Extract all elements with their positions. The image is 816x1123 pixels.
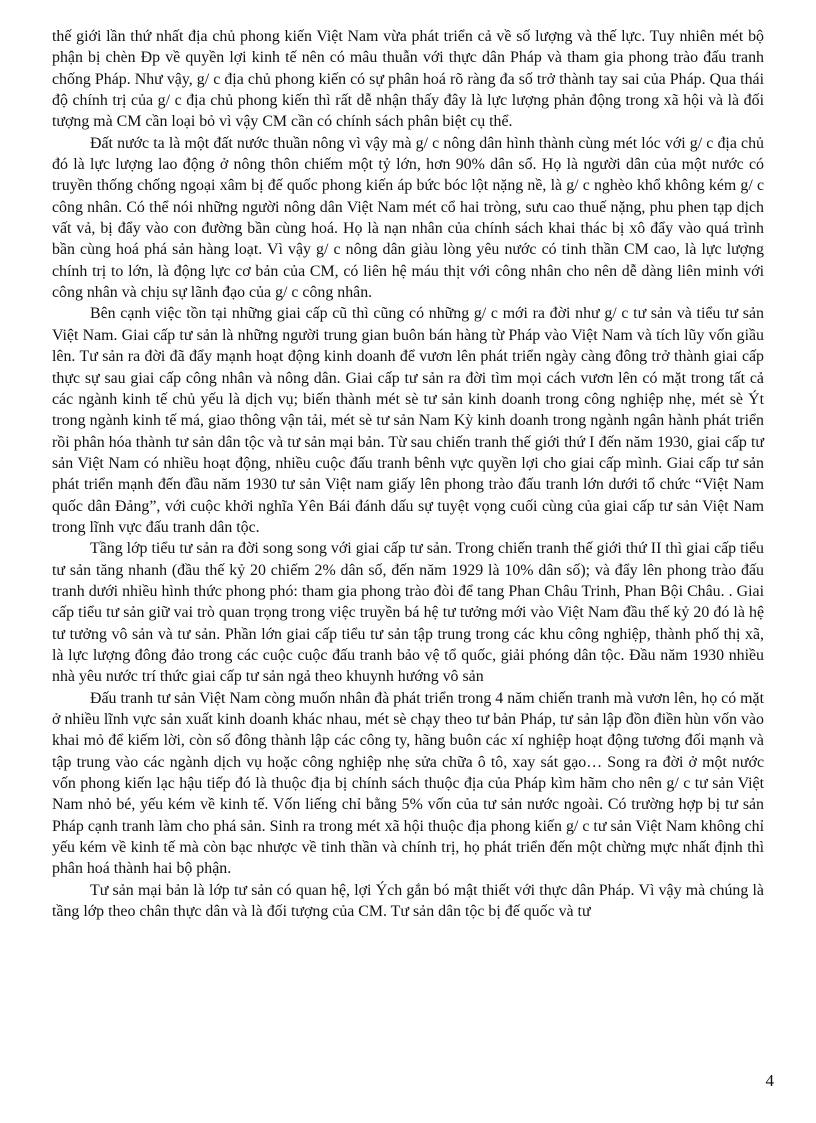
paragraph-peasant-class: Đất nước ta là một đất nước thuần nông vì vậy mà g/ c nông dân hình thành cùng mét lóc với g/ c địa chủ đó là lực lượng lao động ở nông thôn chiếm một tỷ lớn, hơn 90% dân số. Họ là người dân của một nước có truyền thống chống ngoại xâm bị đế quốc phong kiến áp bức bóc lột nặng nề, là g/ c nghèo khổ không kém g/ c công nhân. Có thể nói những người nông dân Việt Nam mét cổ hai tròng, sưu cao thuế nặng, phu phen tạp dịch vất vả, bị đẩy vào con đường bần cùng hoá. Họ là nạn nhân của chính sách khai thác bị xô đẩy vào quá trình bần cùng hoá phá sản hàng loạt. Vì vậy g/ c nông dân giàu lòng yêu nước có tinh thần CM cao, là lực lượng chính trị to lớn, là động lực cơ bản của CM, có liên hệ máu thịt với công nhân cho nên dễ dàng liên minh với công nhân và chịu sự lãnh đạo của g/ c công nhân. xyxy=(52,134,764,302)
paragraph-bourgeoisie: Bên cạnh việc tồn tại những giai cấp cũ thì cũng có những g/ c mới ra đời như g/ c tư sản và tiểu tư sản Việt Nam. Giai cấp tư sản là những người trung gian buôn bán hàng từ Pháp vào Việt Nam và tích lũy vốn giầu lên. Tư sản ra đời đã đẩy mạnh hoạt động kinh doanh để vươn lên phát triển ngày càng đông trở thành giai cấp thực sự sau giai cấp công nhân và nông dân. Giai cấp tư sản ra đời tìm mọi cách vươn lên có mặt trong tất cả các ngành kinh tế chủ yếu là dịch vụ; biến thành mét sè tư sản kinh doanh trong công nghiệp nhẹ, mét sè Ýt trong ngành kinh tế má, giao thông vận tải, mét sè tư sản Nam Kỳ kinh doanh trong ngành ngân hành phát triển rồi phân hóa thành tư sản dân tộc và tư sản mại bản. Từ sau chiến tranh thế giới thứ I đến năm 1930, giai cấp tư sản Việt Nam có nhiều hoạt động, nhiều cuộc đấu tranh bênh vực quyền lợi cho giai cấp mình. Giai cấp tư sản phát triển mạnh đến đầu năm 1930 tư sản Việt nam giấy lên phong trào đấu tranh lớn dưới tổ chức “Việt Nam quốc dân Đảng”, với cuộc khởi nghĩa Yên Bái đánh dấu sự tuyệt vọng cuối cùng của giai cấp tư sản Việt Nam trong lĩnh vực đấu tranh dân tộc. xyxy=(52,305,764,536)
document-body xyxy=(52,26,764,922)
paragraph-bourgeois-struggle: Đấu tranh tư sản Việt Nam còng muốn nhân đà phát triển trong 4 năm chiến tranh mà vươn lên, họ có mặt ở nhiều lĩnh vực sản xuất kinh doanh khác nhau, mét sè chạy theo tư bản Pháp, tư sản lập đồn điền hùn vốn vào khai mỏ để kiếm lời, còn số đông thành lập các công ty, hãng buôn các xí nghiệp hoạt động tương đối mạnh và tập trung vào các ngành dịch vụ hoặc công nghiệp nhẹ sửa chữa ô tô, xay sát gạo… Song ra đời ở một nước vốn phong kiến lạc hậu tiếp đó là thuộc địa bị chính sách thuộc địa của Pháp kìm hãm cho nên g/ c tư sản Việt Nam nhỏ bé, yếu kém về kinh tế. Vốn liếng chỉ bằng 5% vốn của tư sản nước ngoài. Có trường hợp bị tư sản Pháp cạnh tranh làm cho phá sản. Sinh ra trong mét xã hội thuộc địa phong kiến g/ c tư sản Việt Nam không chỉ yếu kém về kinh tế mà còn bạc nhược về tinh thần và chính trị, họ phát triển đến một chừng mực nhất định thì phân hoá thành hai bộ phận. xyxy=(52,689,764,878)
paragraph-landlord-class: thế giới lần thứ nhất địa chủ phong kiến Việt Nam vừa phát triển cả về số lượng và thế lực. Tuy nhiên mét bộ phận bị chèn Đp về quyền lợi kinh tế nên có mâu thuẫn với thực dân Pháp và tham gia phong trào đấu tranh chống Pháp. Như vậy, g/ c địa chủ phong kiến có sự phân hoá rõ ràng đa số trở thành tay sai của Pháp. Qua thái độ chính trị của g/ c địa chủ phong kiến thì rất dễ nhận thấy đây là lực lượng phản động trong xã hội và là đối tượng mà CM cần loại bỏ vì vậy CM cần có chính sách phân biệt cụ thể. xyxy=(52,28,764,131)
page-number: 4 xyxy=(765,1071,774,1090)
paragraph-petty-bourgeoisie: Tầng lớp tiểu tư sản ra đời song song với giai cấp tư sản. Trong chiến tranh thế giới thứ II thì giai cấp tiểu tư sản tăng nhanh (đầu thế kỷ 20 chiếm 2% dân số, đến năm 1929 là 10% dân số); và đẩy lên phong trào đấu tranh dưới nhiều hình thức phong phó: tham gia phong trào đòi để tang Phan Châu Trinh, Phan Bội Châu. . Giai cấp tiểu tư sản giữ vai trò quan trọng trong việc truyền bá hệ tư tưởng mới vào Việt Nam đầu thế kỷ 20 đó là hệ tư tưởng vô sản và tư sản. Phần lớn giai cấp tiểu tư sản tập trung trong các khu công nghiệp, thành phố thị xã, là lực lượng đông đảo trong các cuộc cuộc đấu tranh bảo vệ tổ quốc, giải phóng dân tộc. Đầu năm 1930 nhiều nhà yêu nước trí thức giai cấp tư sản ngả theo khuynh hướng vô sản xyxy=(52,540,764,686)
paragraph-comprador-bourgeoisie: Tư sản mại bản là lớp tư sản có quan hệ, lợi Ých gắn bó mật thiết với thực dân Pháp. Vì vậy mà chúng là tầng lớp theo chân thực dân và là đối tượng của CM. Tư sản dân tộc bị đế quốc và tư xyxy=(52,881,764,921)
